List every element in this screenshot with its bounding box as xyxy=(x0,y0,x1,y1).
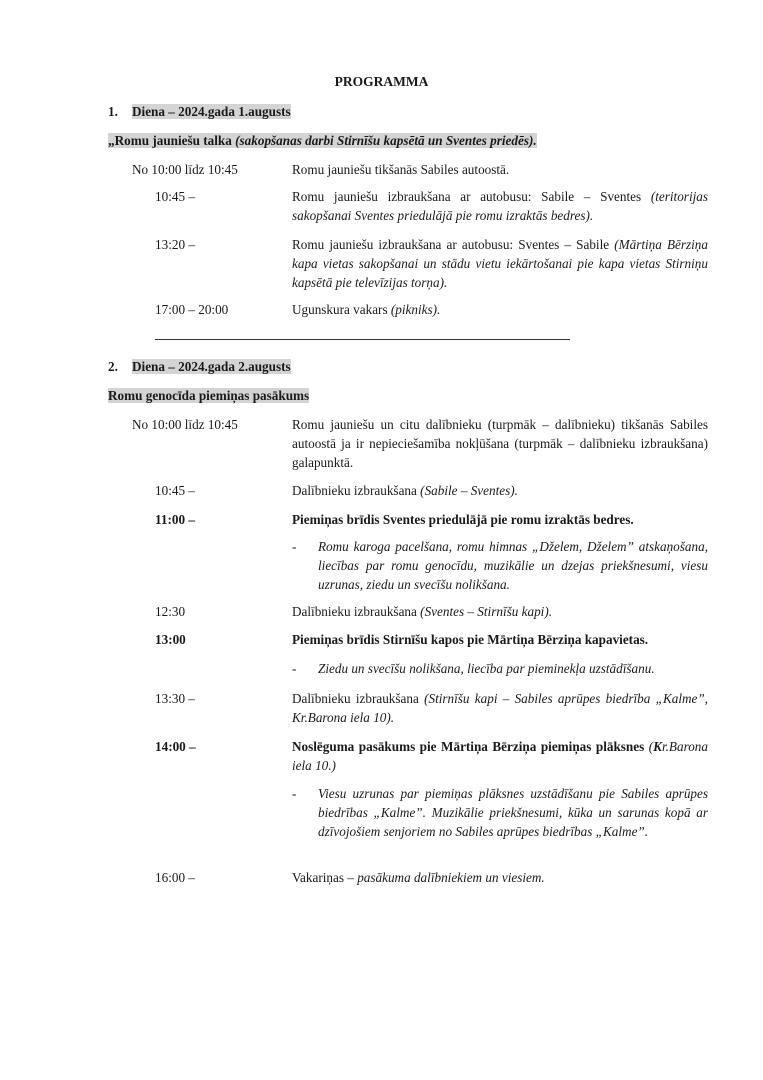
day1-sub-italic: (sakopšanas darbi Stirnīšu kapsētā un Sventes priedēs). xyxy=(235,133,537,148)
day1-item-time: No 10:00 līdz 10:45 xyxy=(132,162,238,177)
day1-item-text: Romu jauniešu tikšanās Sabiles autoostā. xyxy=(292,162,510,177)
day2-subheading xyxy=(108,386,309,405)
day1-heading xyxy=(108,102,291,121)
day1-item-time: 13:20 – xyxy=(155,237,195,252)
dash-bullet: - xyxy=(292,786,297,801)
day2-item-text: Vakariņas – pasākuma dalībniekiem un viesiem. xyxy=(292,870,545,885)
day2-item-text: Dalībnieku izbraukšana (Sabile – Sventes). xyxy=(292,483,518,498)
day2-item-text: Piemiņas brīdis Stirnīšu kapos pie Mārtiņa Bērziņa kapavietas. xyxy=(292,632,649,647)
day2-sub-main: Romu genocīda piemiņas pasākums xyxy=(108,388,310,403)
day1-item-text: Ugunskura vakars (pikniks). xyxy=(292,302,441,317)
day2-heading-text: Diena – 2024.gada 2.augusts xyxy=(132,359,291,374)
day2-item-text: Piemiņas brīdis Sventes priedulājā pie romu izraktās bedres. xyxy=(292,512,634,527)
day1-item-text: Romu jauniešu izbraukšana ar autobusu: Sabile – Sventes (teritorijas sakopšanai Sventes priedulājā pie romu izraktās bedres). xyxy=(292,189,708,223)
day2-item-time: 11:00 – xyxy=(155,512,195,527)
dash-bullet: - xyxy=(292,539,297,554)
day2-item-time: 13:30 – xyxy=(155,691,195,706)
day2-item-text: Dalībnieku izbraukšana (Stirnīšu kapi – Sabiles aprūpes biedrība „Kalme”, Kr.Barona iela 10). xyxy=(292,691,709,725)
day2-subitem-text: Romu karoga pacelšana, romu himnas „Dželem, Dželem” atskaņošana, liecības par romu genocīdu, muzikālie un dzejas priekšnesumi, viesu uzrunas, ziedu un svecīšu nolikšana. xyxy=(318,539,708,592)
day1-sub-main: „Romu jauniešu talka xyxy=(108,133,232,148)
day2-item-time: 12:30 xyxy=(155,604,186,619)
day1-item-text: Romu jauniešu izbraukšana ar autobusu: Sventes – Sabile (Mārtiņa Bērziņa kapa vietas sakopšanai un stādu vietu iekārtošanai pie kapa vietas Stirniņu kapsētā pie televīzijas torņa). xyxy=(292,237,708,290)
day2-heading xyxy=(108,357,291,376)
day2-item-text: Romu jauniešu un citu dalībnieku (turpmāk – dalībnieku) tikšanās Sabiles autoostā ja ir nepieciešamība nokļūšana (turpmāk – dalībnieku izbraukšana) galapunktā. xyxy=(292,417,708,470)
day2-item-time: 13:00 xyxy=(155,632,186,647)
day2-subitem-text: Ziedu un svecīšu nolikšana, liecība par pieminekļa uzstādīšanu. xyxy=(318,661,655,676)
day2-number: 2. xyxy=(108,359,118,374)
day1-number: 1. xyxy=(108,104,118,119)
dash-bullet: - xyxy=(292,661,297,676)
day2-subitem-text: Viesu uzrunas par piemiņas plāksnes uzstādīšanu pie Sabiles aprūpes biedrības „Kalme”. Muzikālie priekšnesumi, kūka un sarunas kopā ar dzīvojošiem senjoriem no Sabiles aprūpes biedrības „Kalme”. xyxy=(318,786,708,839)
day1-subheading xyxy=(108,131,537,150)
day2-item-text: Dalībnieku izbraukšana (Sventes – Stirnīšu kapi). xyxy=(292,604,553,619)
page-title: PROGRAMMA xyxy=(334,74,429,89)
section-divider xyxy=(155,339,570,340)
day1-item-time: 10:45 – xyxy=(155,189,195,204)
day1-heading-text: Diena – 2024.gada 1.augusts xyxy=(132,104,291,119)
day2-item-time: No 10:00 līdz 10:45 xyxy=(132,417,238,432)
day2-item-text: Noslēguma pasākums pie Mārtiņa Bērziņa piemiņas plāksnes (Kr.Barona iela 10.) xyxy=(292,739,708,773)
day2-item-time: 10:45 – xyxy=(155,483,195,498)
day1-item-time: 17:00 – 20:00 xyxy=(155,302,229,317)
day2-item-time: 16:00 – xyxy=(155,870,195,885)
day2-item-time: 14:00 – xyxy=(155,739,196,754)
